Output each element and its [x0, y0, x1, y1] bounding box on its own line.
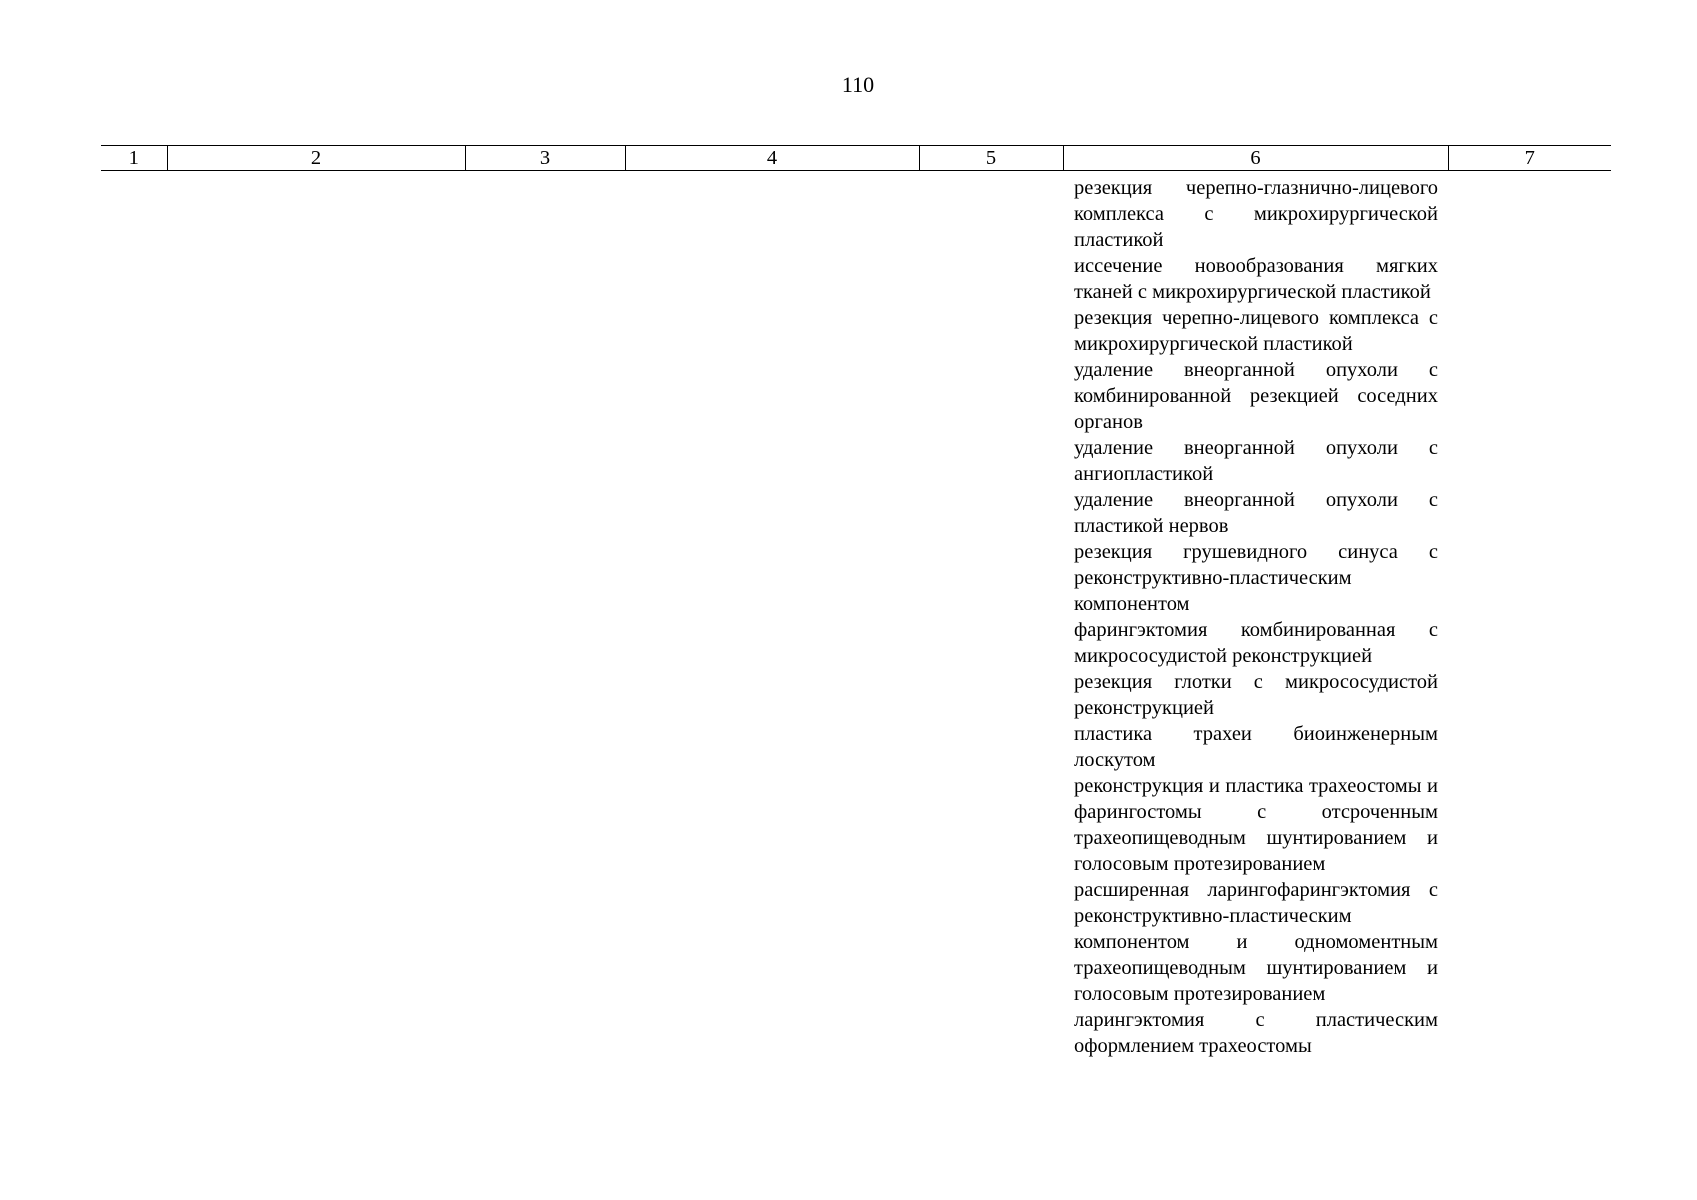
cell-col-1: [101, 171, 167, 1060]
table-row: [101, 171, 1611, 1060]
cell-col-2: [167, 171, 465, 1060]
procedure-item: реконструкция и пластика трахеостомы и фарингостомы с отсроченным трахеопищеводным шунтированием и голосовым протезированием: [1074, 775, 1438, 875]
procedure-item: резекция грушевидного синуса с реконструктивно-пластическим компонентом: [1074, 541, 1438, 615]
procedure-item: иссечение новообразования мягких тканей с микрохирургической пластикой: [1074, 255, 1438, 303]
procedure-item: фарингэктомия комбинированная с микрососудистой реконструкцией: [1074, 619, 1438, 667]
procedures-table: [101, 145, 1611, 1059]
procedure-item: резекция глотки с микрососудистой реконструкцией: [1074, 671, 1438, 719]
column-header-1: 1: [101, 146, 167, 171]
procedure-item: резекция черепно-глазнично-лицевого комплекса с микрохирургической пластикой: [1074, 177, 1438, 251]
procedure-item: пластика трахеи биоинженерным лоскутом: [1074, 723, 1438, 771]
procedure-item: удаление внеорганной опухоли с комбинированной резекцией соседних органов: [1074, 359, 1438, 433]
cell-col-6-procedures: [1063, 171, 1448, 1060]
procedure-item: расширенная ларингофарингэктомия с реконструктивно-пластическим компонентом и одномоментным трахеопищеводным шунтированием и голосовым протезированием: [1074, 879, 1438, 1005]
cell-col-4: [625, 171, 919, 1060]
column-header-5: 5: [919, 146, 1063, 171]
procedure-item: удаление внеорганной опухоли с пластикой нервов: [1074, 489, 1438, 537]
column-header-3: 3: [465, 146, 625, 171]
procedure-item: удаление внеорганной опухоли с ангиопластикой: [1074, 437, 1438, 485]
page-number: 110: [841, 72, 875, 97]
cell-col-3: [465, 171, 625, 1060]
column-header-2: 2: [167, 146, 465, 171]
cell-col-5: [919, 171, 1063, 1060]
cell-col-7: [1448, 171, 1611, 1060]
column-header-4: 4: [625, 146, 919, 171]
column-header-7: 7: [1448, 146, 1611, 171]
procedure-item: ларингэктомия с пластическим оформлением трахеостомы: [1074, 1009, 1438, 1057]
table-header-row: [101, 146, 1611, 171]
column-header-6: 6: [1063, 146, 1448, 171]
procedure-item: резекция черепно-лицевого комплекса с микрохирургической пластикой: [1074, 307, 1438, 355]
